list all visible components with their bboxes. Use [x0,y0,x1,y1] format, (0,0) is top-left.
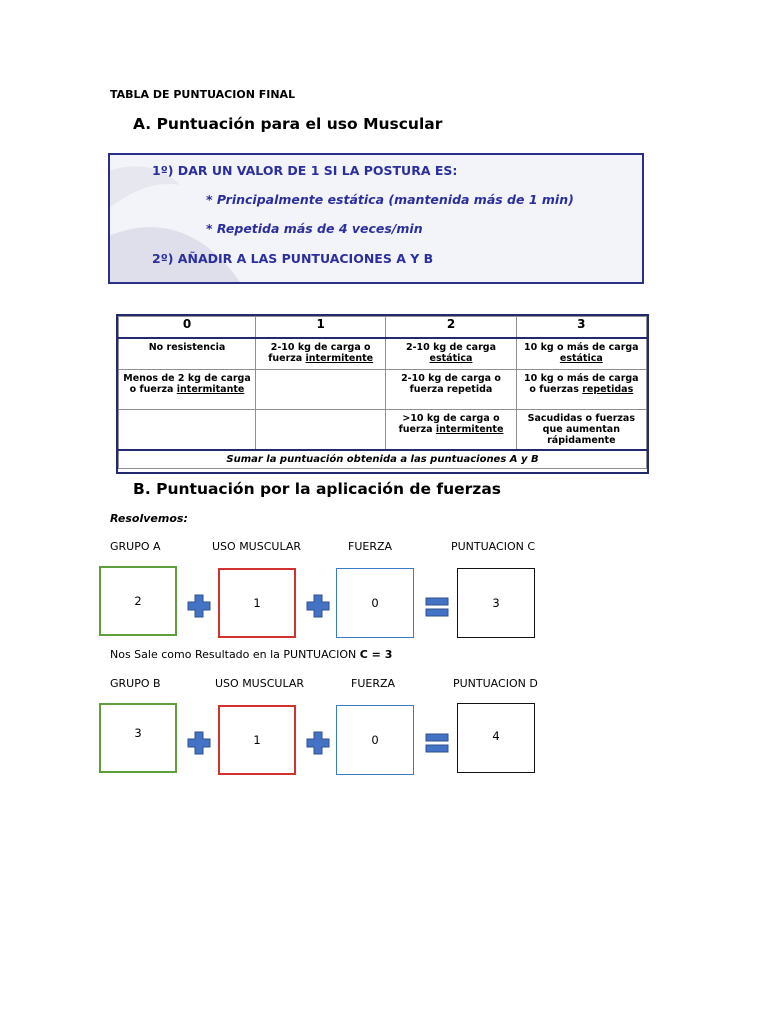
result-text: Nos Sale como Resultado en la PUNTUACION [110,648,360,661]
table-cell [119,410,256,451]
box-value: 4 [492,729,500,743]
instruction-line-4: 2º) AÑADIR A LAS PUNTUACIONES A Y B [152,251,434,266]
box-value: 2 [134,594,142,608]
table-cell: Sacudidas o fuerzas que aumentan rápidamente [516,410,646,451]
result-value: C = 3 [359,648,393,661]
table-cell: 2-10 kg de carga o fuerza intermitente [256,338,386,370]
table-cell: 10 kg o más de carga o fuerzas repetidas [516,370,646,410]
box-value: 1 [253,596,261,610]
table-header-cell: 0 [119,317,256,339]
calc-a-grupo-box [99,566,177,636]
equals-icon [425,595,449,619]
table-header-cell: 1 [256,317,386,339]
calc-b-grupo-box [99,703,177,773]
calc-b-uso-muscular-box [218,705,296,775]
score-table [116,314,649,474]
document-title: TABLA DE PUNTUACION FINAL [110,88,296,101]
calc-b-label-muscular: USO MUSCULAR [215,677,304,690]
box-value: 3 [492,596,500,610]
resolvemos-label: Resolvemos: [110,512,188,525]
box-value: 1 [253,733,261,747]
calc-b-puntuacion-box [457,703,535,773]
table-cell [256,410,386,451]
table-row [119,410,647,451]
table-cell: 10 kg o más de carga estática [516,338,646,370]
table-header-cell: 2 [386,317,516,339]
calc-a-label-fuerza: FUERZA [348,540,393,553]
equals-icon [425,731,449,755]
score-table-grid [118,316,647,469]
section-a-heading: A. Puntuación para el uso Muscular [133,115,443,133]
table-footer: Sumar la puntuación obtenida a las puntuaciones A y B [119,450,647,469]
calc-a-uso-muscular-box [218,568,296,638]
table-row [119,338,647,370]
instruction-line-2: * Principalmente estática (mantenida más de 1 min) [206,192,574,207]
result-line [110,648,392,661]
table-cell [256,370,386,410]
table-row [119,370,647,410]
table-header-cell: 3 [516,317,646,339]
table-cell: >10 kg de carga o fuerza intermitente [386,410,516,451]
calc-b-label-puntuacion: PUNTUACION D [453,677,538,690]
instruction-box [108,153,644,284]
calc-b-label-group: GRUPO B [110,677,161,690]
instruction-line-3: * Repetida más de 4 veces/min [206,221,423,236]
table-footer-row [119,450,647,469]
table-cell: 2-10 kg de carga estática [386,338,516,370]
box-value: 0 [371,596,379,610]
plus-icon [187,594,211,618]
plus-icon [187,731,211,755]
calc-a-label-group: GRUPO A [110,540,161,553]
instruction-line-1: 1º) DAR UN VALOR DE 1 SI LA POSTURA ES: [152,163,458,178]
section-b-heading: B. Puntuación por la aplicación de fuerzas [133,480,502,498]
calc-a-fuerza-box [336,568,414,638]
calc-a-label-muscular: USO MUSCULAR [212,540,301,553]
table-cell: 2-10 kg de carga o fuerza repetida [386,370,516,410]
box-value: 3 [134,726,142,740]
calc-b-fuerza-box [336,705,414,775]
box-value: 0 [371,733,379,747]
plus-icon [306,594,330,618]
calc-a-label-puntuacion: PUNTUACION C [451,540,536,553]
calc-b-label-fuerza: FUERZA [351,677,396,690]
table-cell: Menos de 2 kg de carga o fuerza intermitante [119,370,256,410]
calc-a-puntuacion-box [457,568,535,638]
table-cell: No resistencia [119,338,256,370]
plus-icon [306,731,330,755]
